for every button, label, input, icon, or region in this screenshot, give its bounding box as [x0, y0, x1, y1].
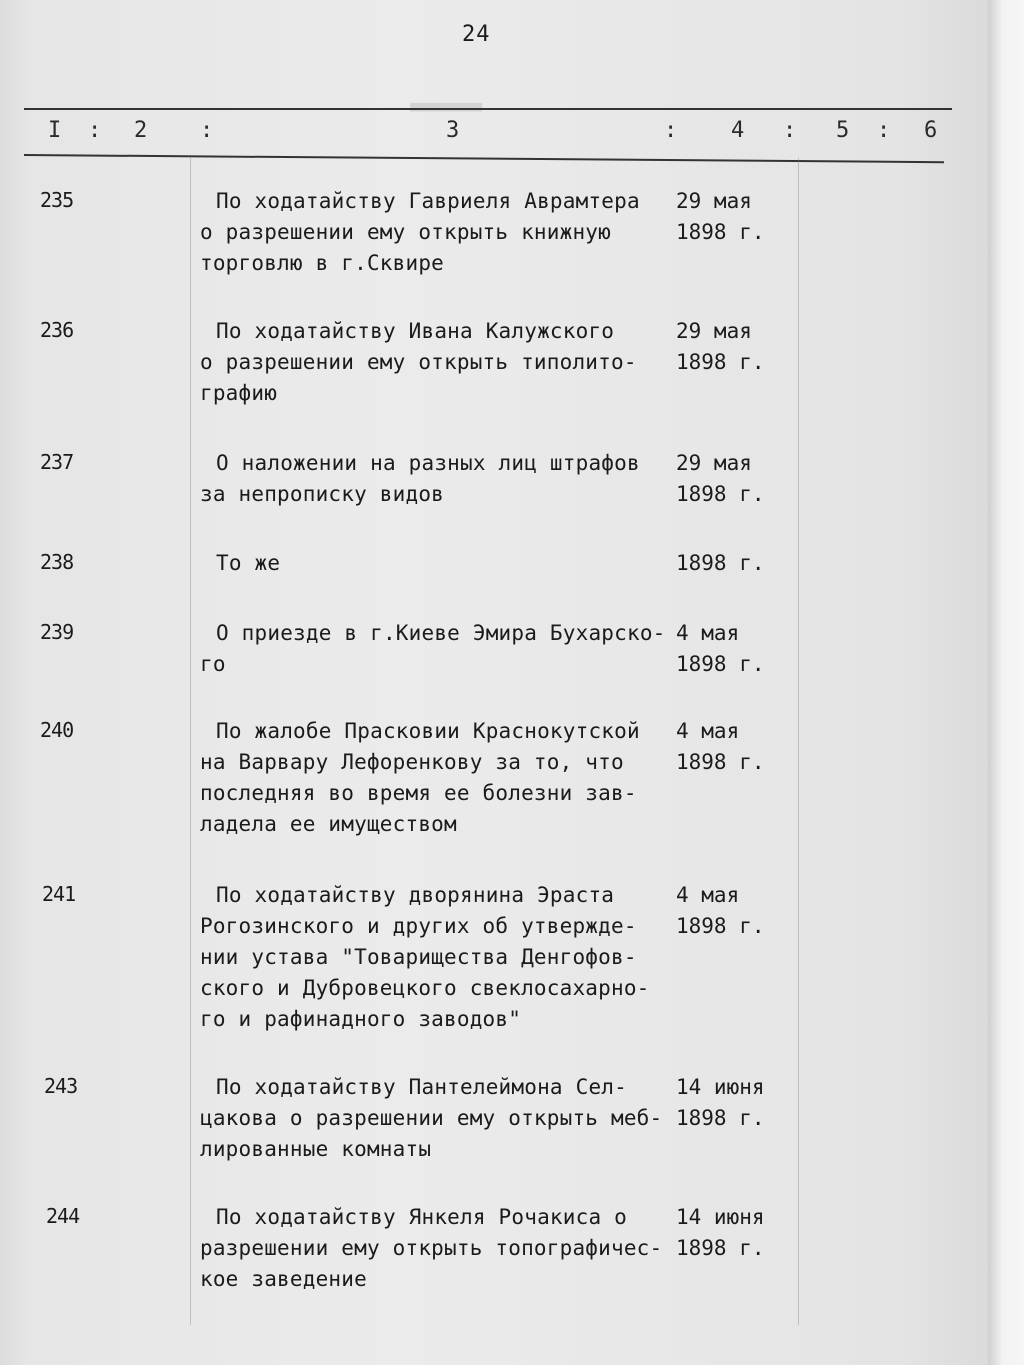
entry-description-line: го и рафинадного заводов" [200, 1007, 522, 1031]
entry-description-line: о разрешении ему открыть книжную [200, 220, 611, 244]
entry-number: 235 [40, 188, 74, 212]
entry-description-line: нии устава "Товарищества Денгофов- [200, 945, 637, 969]
entry-number: 236 [40, 318, 74, 342]
entry-description-line: цакова о разрешении ему открыть меб- [200, 1106, 663, 1130]
entry-description [200, 880, 680, 1035]
show-through: ▬▬▬▬ [410, 88, 483, 123]
entry-description-line: Рогозинского и других об утвержде- [200, 914, 637, 938]
entry-description [200, 716, 680, 840]
column-separator: : [783, 118, 797, 143]
entry-description-line: То же [216, 551, 281, 575]
column-header-1: I [48, 118, 62, 143]
column-separator: : [664, 118, 678, 143]
entry-date-line: 1898 г. [676, 652, 765, 676]
column-header-4: 4 [731, 118, 745, 143]
column-separator: : [877, 118, 891, 143]
entry-date-line: 29 мая [676, 451, 752, 475]
entry-description-line: ладела ее имуществом [200, 812, 457, 836]
column-header-6: 6 [924, 118, 938, 143]
entry-description [200, 448, 680, 510]
entry-number: 239 [40, 620, 74, 644]
entry-date-line: 1898 г. [676, 1106, 765, 1130]
entry-description [200, 1072, 680, 1165]
header-top-rule [24, 108, 952, 110]
entry-number: 237 [40, 450, 74, 474]
entry-description-line: По ходатайству Гавриеля Аврамтера [216, 189, 640, 213]
entry-date [676, 548, 786, 579]
entry-date-line: 1898 г. [676, 350, 765, 374]
column-header-5: 5 [836, 118, 850, 143]
entry-number: 243 [44, 1074, 78, 1098]
entry-date-line: 14 июня [676, 1075, 765, 1099]
entry-number: 241 [42, 882, 76, 906]
entry-number: 238 [40, 550, 74, 574]
entry-date [676, 448, 786, 510]
entry-date-line: 1898 г. [676, 1236, 765, 1260]
entry-date [676, 1202, 786, 1264]
entry-description-line: лированные комнаты [200, 1137, 432, 1161]
entry-description-line: кое заведение [200, 1267, 367, 1291]
entry-description-line: По ходатайству Пантелеймона Сел- [216, 1075, 627, 1099]
entry-description-line: разрешении ему открыть топографичес- [200, 1236, 663, 1260]
entry-description-line: торговлю в г.Сквире [200, 251, 445, 275]
entry-description-line: за непрописку видов [200, 482, 445, 506]
column-header-3: 3 [446, 118, 460, 143]
entry-date [676, 880, 786, 942]
column-divider [798, 158, 799, 1325]
entry-description-line: последняя во время ее болезни зав- [200, 781, 637, 805]
column-separator: : [88, 118, 102, 143]
entry-date-line: 4 мая [676, 719, 740, 743]
entry-date-line: 29 мая [676, 319, 752, 343]
entry-date-line: 4 мая [676, 883, 740, 907]
entry-date [676, 316, 786, 378]
entry-description-line: По ходатайству Янкеля Рочакиса о [216, 1205, 627, 1229]
entry-number: 240 [40, 718, 74, 742]
entry-description [200, 618, 680, 680]
entry-date-line: 1898 г. [676, 482, 765, 506]
entry-description-line: ского и Дубровецкого свеклосахарно- [200, 976, 650, 1000]
entry-description-line: о разрешении ему открыть типолито- [200, 350, 637, 374]
column-divider [190, 158, 191, 1325]
entry-description-line: О приезде в г.Киеве Эмира Бухарско- [216, 621, 666, 645]
entry-description [200, 186, 680, 279]
entry-date [676, 716, 786, 778]
entry-date-line: 14 июня [676, 1205, 765, 1229]
entry-description [200, 1202, 680, 1295]
entry-date-line: 4 мая [676, 621, 740, 645]
entry-description [200, 316, 680, 409]
entry-date-line: 1898 г. [676, 914, 765, 938]
entry-description-line: По ходатайству дворянина Эраста [216, 883, 615, 907]
entry-date-line: 29 мая [676, 189, 752, 213]
page-edge [988, 0, 1024, 1365]
entry-description-line: О наложении на разных лиц штрафов [216, 451, 640, 475]
entry-date [676, 1072, 786, 1134]
entry-description-line: По ходатайству Ивана Калужского [216, 319, 615, 343]
entry-description-line: го [200, 652, 226, 676]
entry-description [200, 548, 680, 579]
column-header-2: 2 [134, 118, 148, 143]
entry-description-line: графию [200, 381, 278, 405]
entry-date [676, 186, 786, 248]
page-number: 24 [462, 22, 491, 47]
entry-date-line: 1898 г. [676, 220, 765, 244]
entry-description-line: на Варвару Лефоренкову за то, что [200, 750, 624, 774]
entry-description-line: По жалобе Прасковии Краснокутской [216, 719, 640, 743]
entry-date-line: 1898 г. [676, 750, 765, 774]
column-separator: : [200, 118, 214, 143]
entry-number: 244 [46, 1204, 80, 1228]
entry-date-line: 1898 г. [676, 551, 765, 575]
entry-date [676, 618, 786, 680]
